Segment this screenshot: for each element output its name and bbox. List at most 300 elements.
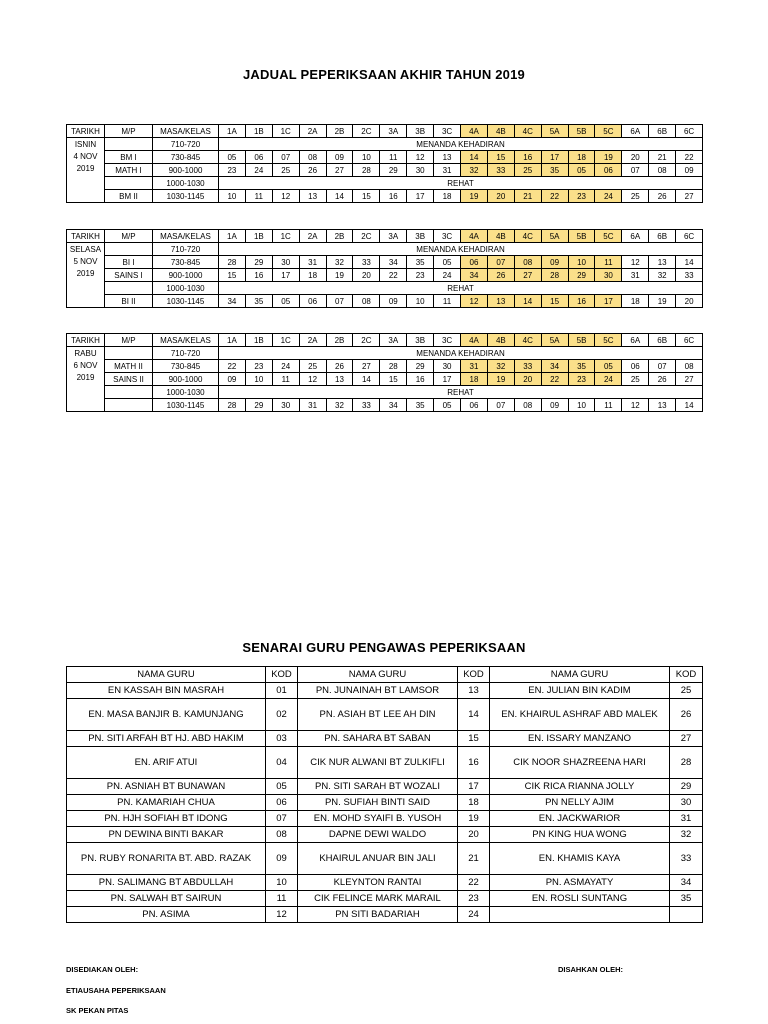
teacher-name-cell: PN. ASNIAH BT BUNAWAN xyxy=(67,779,266,795)
class-header-3a: 3A xyxy=(380,125,407,138)
class-header-2a: 2A xyxy=(299,230,326,243)
invigilator-code-cell: 21 xyxy=(649,151,676,164)
time-cell: 710-720 xyxy=(153,138,219,151)
class-header-2b: 2B xyxy=(326,125,353,138)
class-header-2c: 2C xyxy=(353,334,380,347)
subject-cell xyxy=(105,399,153,412)
schedule-row xyxy=(67,295,703,308)
time-cell: 900-1000 xyxy=(153,164,219,177)
invigilator-code-cell: 07 xyxy=(326,295,353,308)
invigilator-code-cell: 06 xyxy=(595,164,622,177)
invigilator-code-cell: 31 xyxy=(299,399,326,412)
invigilator-code-cell: 20 xyxy=(514,373,541,386)
invigilator-code-cell: 29 xyxy=(407,360,434,373)
session-span-cell: REHAT xyxy=(219,282,703,295)
invigilator-row xyxy=(67,827,703,843)
schedule-row xyxy=(67,360,703,373)
teacher-name-cell: PN. ASIAH BT LEE AH DIN xyxy=(298,699,458,731)
invigilator-code-cell: 07 xyxy=(487,399,514,412)
class-header-6c: 6C xyxy=(676,125,703,138)
time-cell: 1000-1030 xyxy=(153,386,219,399)
invigilator-code-cell: 25 xyxy=(514,164,541,177)
invigilator-code-cell: 33 xyxy=(353,399,380,412)
invigilator-code-cell: 15 xyxy=(487,151,514,164)
invigilator-code-cell: 25 xyxy=(299,360,326,373)
invigilator-code-cell: 09 xyxy=(541,256,568,269)
exam-date-cell xyxy=(67,243,105,308)
invigilator-code-cell: 21 xyxy=(514,190,541,203)
invigilator-code-cell: 28 xyxy=(353,164,380,177)
date-header: TARIKH xyxy=(67,334,105,347)
invigilator-code-cell: 11 xyxy=(380,151,407,164)
teacher-code-cell: 27 xyxy=(670,731,703,747)
subject-cell xyxy=(105,282,153,295)
teacher-name-cell: EN. MASA BANJIR B. KAMUNJANG xyxy=(67,699,266,731)
session-span-cell: REHAT xyxy=(219,386,703,399)
invigilator-code-cell: 31 xyxy=(622,269,649,282)
invigilator-code-cell: 10 xyxy=(353,151,380,164)
teacher-code-cell: 18 xyxy=(458,795,490,811)
teacher-name-cell: KLEYNTON RANTAI xyxy=(298,875,458,891)
invigilator-code-cell: 08 xyxy=(514,399,541,412)
class-header-1c: 1C xyxy=(272,334,299,347)
code-header: KOD xyxy=(670,667,703,683)
schedule-row xyxy=(67,269,703,282)
subject-cell: SAINS I xyxy=(105,269,153,282)
invigilator-code-cell: 33 xyxy=(487,164,514,177)
invigilator-code-cell: 23 xyxy=(219,164,246,177)
teacher-code-cell: 15 xyxy=(458,731,490,747)
schedule-header-row xyxy=(67,125,703,138)
class-header-6a: 6A xyxy=(622,125,649,138)
invigilator-code-cell: 14 xyxy=(461,151,488,164)
class-header-2a: 2A xyxy=(299,334,326,347)
class-header-5c: 5C xyxy=(595,125,622,138)
teacher-name-cell: PN. SITI ARFAH BT HJ. ABD HAKIM xyxy=(67,731,266,747)
time-cell: 900-1000 xyxy=(153,373,219,386)
class-header-1a: 1A xyxy=(219,334,246,347)
invigilator-code-cell: 14 xyxy=(676,399,703,412)
exam-date-line: 6 NOV xyxy=(73,361,98,370)
invigilator-code-cell: 23 xyxy=(568,373,595,386)
invigilator-code-cell: 10 xyxy=(568,399,595,412)
schedule-table-day-1 xyxy=(66,124,703,203)
invigilator-code-cell: 08 xyxy=(514,256,541,269)
invigilator-code-cell: 16 xyxy=(568,295,595,308)
teacher-code-cell: 31 xyxy=(670,811,703,827)
invigilator-code-cell: 06 xyxy=(622,360,649,373)
schedule-row xyxy=(67,138,703,151)
invigilator-code-cell: 24 xyxy=(434,269,461,282)
teacher-name-cell: PN KING HUA WONG xyxy=(490,827,670,843)
invigilator-code-cell: 13 xyxy=(649,399,676,412)
session-span-cell: MENANDA KEHADIRAN xyxy=(219,347,703,360)
teacher-name-cell: CIK NOOR SHAZREENA HARI xyxy=(490,747,670,779)
teacher-code-cell: 20 xyxy=(458,827,490,843)
invigilator-code-cell: 09 xyxy=(676,164,703,177)
subject-cell: SAINS II xyxy=(105,373,153,386)
invigilator-header-row xyxy=(67,667,703,683)
invigilator-code-cell: 13 xyxy=(649,256,676,269)
class-header-3c: 3C xyxy=(434,230,461,243)
teacher-code-cell: 22 xyxy=(458,875,490,891)
teacher-code-cell: 29 xyxy=(670,779,703,795)
teacher-code-cell: 23 xyxy=(458,891,490,907)
invigilator-code-cell: 05 xyxy=(272,295,299,308)
invigilator-code-cell: 23 xyxy=(568,190,595,203)
teacher-name-cell: EN. JULIAN BIN KADIM xyxy=(490,683,670,699)
invigilator-code-cell: 12 xyxy=(461,295,488,308)
invigilator-code-cell: 30 xyxy=(595,269,622,282)
teacher-code-cell: 34 xyxy=(670,875,703,891)
invigilator-code-cell: 12 xyxy=(407,151,434,164)
teacher-code-cell: 01 xyxy=(266,683,298,699)
teacher-name-cell: CIK FELINCE MARK MARAIL xyxy=(298,891,458,907)
schedule-row xyxy=(67,399,703,412)
exam-schedule-title: JADUAL PEPERIKSAAN AKHIR TAHUN 2019 xyxy=(243,67,525,82)
invigilator-code-cell: 27 xyxy=(676,373,703,386)
invigilator-code-cell: 25 xyxy=(272,164,299,177)
class-header-4a: 4A xyxy=(461,334,488,347)
time-cell: 1030-1145 xyxy=(153,295,219,308)
schedule-header-row xyxy=(67,230,703,243)
teacher-name-cell: EN. ARIF ATUI xyxy=(67,747,266,779)
teacher-name-cell: PN. JUNAINAH BT LAMSOR xyxy=(298,683,458,699)
schedule-row xyxy=(67,347,703,360)
invigilator-code-cell: 18 xyxy=(622,295,649,308)
invigilator-code-cell: 35 xyxy=(568,360,595,373)
teacher-code-cell: 12 xyxy=(266,907,298,923)
class-header-4c: 4C xyxy=(514,125,541,138)
subject-cell: BI I xyxy=(105,256,153,269)
teacher-code-cell: 06 xyxy=(266,795,298,811)
invigilator-code-cell: 32 xyxy=(326,399,353,412)
class-header-2b: 2B xyxy=(326,230,353,243)
invigilator-code-cell: 20 xyxy=(487,190,514,203)
invigilator-code-cell: 10 xyxy=(245,373,272,386)
approved-by-label: DISAHKAN OLEH: xyxy=(558,965,623,974)
invigilator-code-cell: 27 xyxy=(326,164,353,177)
invigilator-code-cell: 11 xyxy=(245,190,272,203)
teacher-name-cell: PN SITI BADARIAH xyxy=(298,907,458,923)
teacher-code-cell: 25 xyxy=(670,683,703,699)
invigilator-code-cell: 12 xyxy=(622,256,649,269)
invigilator-code-cell: 08 xyxy=(676,360,703,373)
class-header-5a: 5A xyxy=(541,230,568,243)
teacher-name-cell: CIK NUR ALWANI BT ZULKIFLI xyxy=(298,747,458,779)
invigilator-code-cell: 12 xyxy=(272,190,299,203)
invigilator-code-cell: 09 xyxy=(326,151,353,164)
subject-header: M/P xyxy=(105,125,153,138)
class-header-1a: 1A xyxy=(219,125,246,138)
teacher-name-cell: PN. RUBY RONARITA BT. ABD. RAZAK xyxy=(67,843,266,875)
teacher-code-cell: 26 xyxy=(670,699,703,731)
session-span-cell: MENANDA KEHADIRAN xyxy=(219,243,703,256)
invigilator-code-cell: 09 xyxy=(541,399,568,412)
time-cell: 730-845 xyxy=(153,151,219,164)
invigilator-code-cell: 28 xyxy=(219,399,246,412)
invigilator-code-cell: 34 xyxy=(380,256,407,269)
invigilator-code-cell: 35 xyxy=(245,295,272,308)
teacher-code-cell: 03 xyxy=(266,731,298,747)
prepared-by-label: DISEDIAKAN OLEH: xyxy=(66,965,139,974)
invigilator-code-cell: 26 xyxy=(649,373,676,386)
class-header-6b: 6B xyxy=(649,230,676,243)
invigilator-code-cell: 28 xyxy=(380,360,407,373)
teacher-name-cell: PN. ASMAYATY xyxy=(490,875,670,891)
time-class-header: MASA/KELAS xyxy=(153,334,219,347)
class-header-5c: 5C xyxy=(595,334,622,347)
class-header-3c: 3C xyxy=(434,125,461,138)
time-cell: 710-720 xyxy=(153,243,219,256)
teacher-name-cell: EN KASSAH BIN MASRAH xyxy=(67,683,266,699)
invigilator-code-cell: 32 xyxy=(461,164,488,177)
invigilator-code-cell: 33 xyxy=(676,269,703,282)
teacher-code-cell: 08 xyxy=(266,827,298,843)
invigilator-code-cell: 19 xyxy=(487,373,514,386)
class-header-4c: 4C xyxy=(514,334,541,347)
invigilator-code-cell: 29 xyxy=(380,164,407,177)
invigilator-code-cell: 10 xyxy=(568,256,595,269)
date-header: TARIKH xyxy=(67,230,105,243)
subject-cell xyxy=(105,138,153,151)
class-header-4b: 4B xyxy=(487,230,514,243)
invigilator-table xyxy=(66,666,703,923)
invigilator-code-cell: 20 xyxy=(353,269,380,282)
teacher-name-cell: PN NELLY AJIM xyxy=(490,795,670,811)
invigilator-code-cell: 31 xyxy=(461,360,488,373)
invigilator-code-cell: 14 xyxy=(353,373,380,386)
invigilator-code-cell: 14 xyxy=(326,190,353,203)
invigilator-code-cell: 22 xyxy=(541,190,568,203)
invigilator-code-cell: 15 xyxy=(219,269,246,282)
class-header-5a: 5A xyxy=(541,334,568,347)
invigilator-code-cell: 28 xyxy=(541,269,568,282)
invigilator-code-cell: 07 xyxy=(622,164,649,177)
invigilator-code-cell: 18 xyxy=(461,373,488,386)
teacher-name-cell: EN. KHAIRUL ASHRAF ABD MALEK xyxy=(490,699,670,731)
code-header: KOD xyxy=(266,667,298,683)
invigilator-code-cell: 09 xyxy=(219,373,246,386)
invigilator-code-cell: 12 xyxy=(622,399,649,412)
class-header-6c: 6C xyxy=(676,230,703,243)
invigilator-code-cell: 19 xyxy=(461,190,488,203)
class-header-3b: 3B xyxy=(407,334,434,347)
code-header: KOD xyxy=(458,667,490,683)
subject-header: M/P xyxy=(105,230,153,243)
invigilator-code-cell: 35 xyxy=(407,256,434,269)
exam-date-line: 5 NOV xyxy=(73,257,98,266)
time-cell: 1030-1145 xyxy=(153,399,219,412)
subject-header: M/P xyxy=(105,334,153,347)
teacher-name-cell: PN DEWINA BINTI BAKAR xyxy=(67,827,266,843)
name-header: NAMA GURU xyxy=(298,667,458,683)
teacher-code-cell: 16 xyxy=(458,747,490,779)
teacher-name-cell: PN. SUFIAH BINTI SAID xyxy=(298,795,458,811)
invigilator-list-title: SENARAI GURU PENGAWAS PEPERIKSAAN xyxy=(242,640,526,655)
invigilator-code-cell: 16 xyxy=(380,190,407,203)
invigilator-code-cell: 17 xyxy=(407,190,434,203)
teacher-name-cell: PN. SALWAH BT SAIRUN xyxy=(67,891,266,907)
invigilator-code-cell: 15 xyxy=(541,295,568,308)
invigilator-code-cell: 05 xyxy=(434,256,461,269)
invigilator-row xyxy=(67,779,703,795)
invigilator-code-cell: 27 xyxy=(353,360,380,373)
teacher-name-cell: PN. ASIMA xyxy=(67,907,266,923)
invigilator-code-cell: 25 xyxy=(622,373,649,386)
teacher-name-cell xyxy=(490,907,670,923)
subject-cell xyxy=(105,386,153,399)
subject-cell: BI II xyxy=(105,295,153,308)
schedule-row xyxy=(67,164,703,177)
class-header-4c: 4C xyxy=(514,230,541,243)
invigilator-code-cell: 14 xyxy=(676,256,703,269)
class-header-2c: 2C xyxy=(353,125,380,138)
invigilator-code-cell: 14 xyxy=(514,295,541,308)
invigilator-code-cell: 24 xyxy=(245,164,272,177)
teacher-name-cell: EN. JACKWARIOR xyxy=(490,811,670,827)
subject-cell: MATH II xyxy=(105,360,153,373)
invigilator-code-cell: 20 xyxy=(676,295,703,308)
class-header-4b: 4B xyxy=(487,334,514,347)
invigilator-row xyxy=(67,699,703,731)
class-header-3b: 3B xyxy=(407,125,434,138)
class-header-2b: 2B xyxy=(326,334,353,347)
invigilator-code-cell: 05 xyxy=(434,399,461,412)
time-cell: 730-845 xyxy=(153,360,219,373)
teacher-code-cell: 33 xyxy=(670,843,703,875)
schedule-row xyxy=(67,386,703,399)
invigilator-code-cell: 12 xyxy=(299,373,326,386)
time-cell: 1000-1030 xyxy=(153,282,219,295)
teacher-code-cell: 14 xyxy=(458,699,490,731)
time-cell: 1030-1145 xyxy=(153,190,219,203)
subject-cell xyxy=(105,347,153,360)
teacher-name-cell: EN. ROSLI SUNTANG xyxy=(490,891,670,907)
invigilator-code-cell: 26 xyxy=(299,164,326,177)
subject-cell: BM II xyxy=(105,190,153,203)
class-header-1c: 1C xyxy=(272,125,299,138)
invigilator-row xyxy=(67,747,703,779)
teacher-name-cell: CIK RICA RIANNA JOLLY xyxy=(490,779,670,795)
class-header-5b: 5B xyxy=(568,230,595,243)
invigilator-code-cell: 32 xyxy=(649,269,676,282)
invigilator-code-cell: 07 xyxy=(487,256,514,269)
class-header-1b: 1B xyxy=(245,230,272,243)
subject-cell xyxy=(105,243,153,256)
invigilator-code-cell: 15 xyxy=(353,190,380,203)
invigilator-code-cell: 34 xyxy=(461,269,488,282)
class-header-5b: 5B xyxy=(568,334,595,347)
time-cell: 900-1000 xyxy=(153,269,219,282)
invigilator-code-cell: 05 xyxy=(595,360,622,373)
invigilator-code-cell: 11 xyxy=(434,295,461,308)
invigilator-code-cell: 18 xyxy=(434,190,461,203)
invigilator-code-cell: 30 xyxy=(272,256,299,269)
invigilator-code-cell: 24 xyxy=(272,360,299,373)
invigilator-code-cell: 17 xyxy=(541,151,568,164)
invigilator-row xyxy=(67,907,703,923)
invigilator-code-cell: 22 xyxy=(676,151,703,164)
time-class-header: MASA/KELAS xyxy=(153,125,219,138)
invigilator-row xyxy=(67,811,703,827)
session-span-cell: REHAT xyxy=(219,177,703,190)
invigilator-code-cell: 26 xyxy=(326,360,353,373)
invigilator-code-cell: 29 xyxy=(568,269,595,282)
teacher-code-cell: 17 xyxy=(458,779,490,795)
schedule-row xyxy=(67,256,703,269)
exam-date-line: 2019 xyxy=(76,164,95,173)
teacher-code-cell: 13 xyxy=(458,683,490,699)
teacher-name-cell: EN. KHAMIS KAYA xyxy=(490,843,670,875)
invigilator-code-cell: 08 xyxy=(649,164,676,177)
invigilator-code-cell: 11 xyxy=(595,399,622,412)
invigilator-code-cell: 22 xyxy=(380,269,407,282)
teacher-code-cell: 02 xyxy=(266,699,298,731)
schedule-table-day-3 xyxy=(66,333,703,412)
invigilator-code-cell: 10 xyxy=(219,190,246,203)
exam-date-line: 4 NOV xyxy=(73,152,98,161)
class-header-5a: 5A xyxy=(541,125,568,138)
teacher-code-cell: 10 xyxy=(266,875,298,891)
invigilator-code-cell: 34 xyxy=(541,360,568,373)
class-header-4a: 4A xyxy=(461,125,488,138)
invigilator-row xyxy=(67,795,703,811)
teacher-name-cell: KHAIRUL ANUAR BIN JALI xyxy=(298,843,458,875)
subject-cell: BM I xyxy=(105,151,153,164)
invigilator-code-cell: 34 xyxy=(219,295,246,308)
schedule-header-row xyxy=(67,334,703,347)
class-header-5c: 5C xyxy=(595,230,622,243)
time-cell: 1000-1030 xyxy=(153,177,219,190)
session-span-cell: MENANDA KEHADIRAN xyxy=(219,138,703,151)
teacher-name-cell: PN. SAHARA BT SABAN xyxy=(298,731,458,747)
class-header-4a: 4A xyxy=(461,230,488,243)
class-header-3b: 3B xyxy=(407,230,434,243)
invigilator-code-cell: 24 xyxy=(595,373,622,386)
teacher-code-cell: 24 xyxy=(458,907,490,923)
teacher-code-cell: 35 xyxy=(670,891,703,907)
class-header-1b: 1B xyxy=(245,334,272,347)
class-header-6a: 6A xyxy=(622,334,649,347)
invigilator-code-cell: 19 xyxy=(326,269,353,282)
teacher-code-cell: 07 xyxy=(266,811,298,827)
teacher-code-cell: 30 xyxy=(670,795,703,811)
teacher-code-cell: 05 xyxy=(266,779,298,795)
subject-cell xyxy=(105,177,153,190)
schedule-row xyxy=(67,373,703,386)
invigilator-code-cell: 19 xyxy=(595,151,622,164)
class-header-2a: 2A xyxy=(299,125,326,138)
invigilator-code-cell: 17 xyxy=(272,269,299,282)
invigilator-code-cell: 28 xyxy=(219,256,246,269)
class-header-3a: 3A xyxy=(380,334,407,347)
invigilator-code-cell: 08 xyxy=(299,151,326,164)
teacher-name-cell: PN. HJH SOFIAH BT IDONG xyxy=(67,811,266,827)
invigilator-code-cell: 16 xyxy=(245,269,272,282)
invigilator-row xyxy=(67,891,703,907)
invigilator-code-cell: 30 xyxy=(407,164,434,177)
invigilator-code-cell: 35 xyxy=(407,399,434,412)
invigilator-code-cell: 08 xyxy=(353,295,380,308)
teacher-name-cell: PN. KAMARIAH CHUA xyxy=(67,795,266,811)
invigilator-code-cell: 13 xyxy=(326,373,353,386)
invigilator-row xyxy=(67,731,703,747)
class-header-6b: 6B xyxy=(649,125,676,138)
class-header-1a: 1A xyxy=(219,230,246,243)
date-header: TARIKH xyxy=(67,125,105,138)
teacher-code-cell xyxy=(670,907,703,923)
